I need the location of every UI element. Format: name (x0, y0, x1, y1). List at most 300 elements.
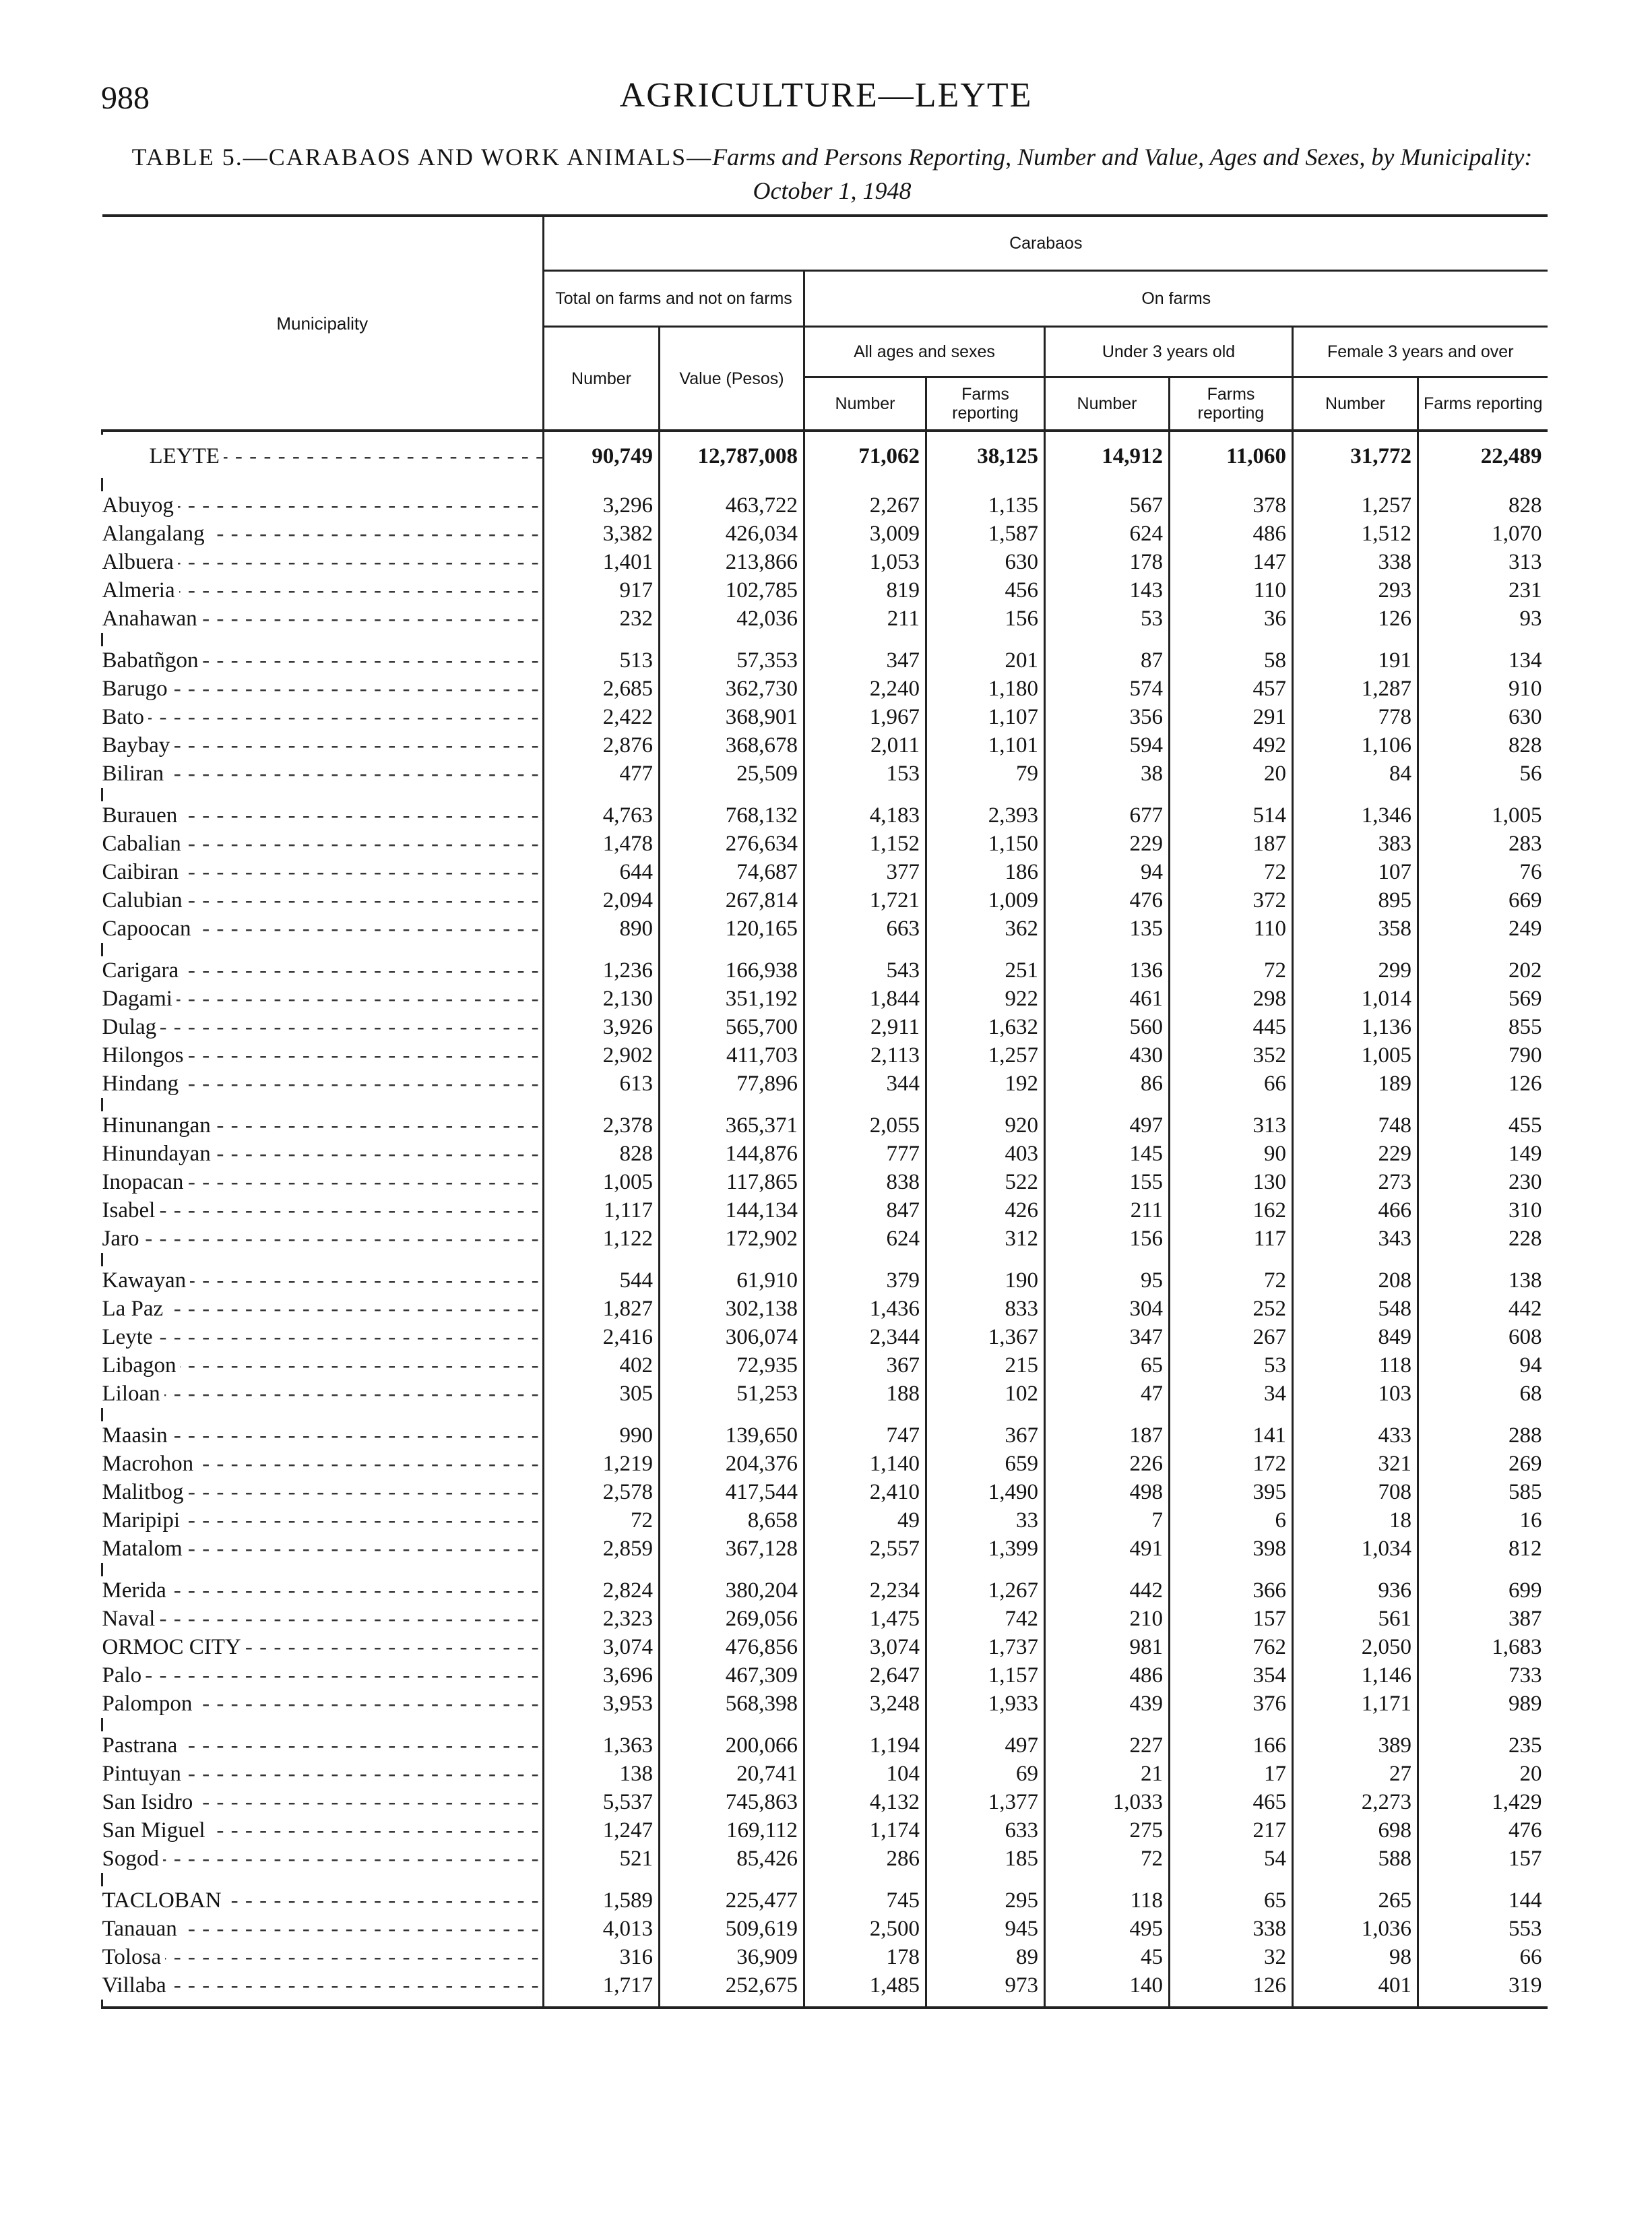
table-cell: 210 (1045, 1605, 1170, 1633)
table-cell: 1,194 (804, 1731, 926, 1760)
table-cell: 378 (1170, 491, 1293, 520)
table-cell: 613 (544, 1070, 660, 1098)
municipality-name: Isabel - - - (102, 1196, 544, 1225)
table-cell: 467,309 (660, 1661, 804, 1690)
municipality-name: Jaro - - - (102, 1225, 544, 1253)
table-cell: 1,146 (1293, 1661, 1418, 1690)
table-row (102, 646, 1548, 675)
table-row (102, 1760, 1548, 1788)
table-cell: 136 (1045, 956, 1170, 985)
municipality-name: Dulag - - - (102, 1013, 544, 1041)
carabaos-header: Carabaos (544, 216, 1548, 271)
table-cell: 847 (804, 1196, 926, 1225)
table-cell: 32 (1170, 1943, 1293, 1971)
table-cell: 1,036 (1293, 1915, 1418, 1943)
table-cell: 699 (1418, 1576, 1548, 1605)
table-cell: 191 (1293, 646, 1418, 675)
table-cell: 476,856 (660, 1633, 804, 1661)
group-gap (102, 1253, 1548, 1266)
table-cell: 45 (1045, 1943, 1170, 1971)
table-row (102, 1070, 1548, 1098)
table-cell: 57,353 (660, 646, 804, 675)
table-cell: 135 (1045, 915, 1170, 943)
table-cell: 352 (1170, 1041, 1293, 1070)
table-cell: 1,363 (544, 1731, 660, 1760)
table-cell: 162 (1170, 1196, 1293, 1225)
table-row (102, 801, 1548, 830)
female-3-header: Female 3 years and over (1293, 327, 1548, 377)
table-cell: 565,700 (660, 1013, 804, 1041)
municipality-name: Babatñgon - - - (102, 646, 544, 675)
group-gap (102, 1408, 1548, 1421)
table-cell: 1,717 (544, 1971, 660, 2000)
table-cell: 594 (1045, 731, 1170, 760)
table-cell: 72 (1045, 1845, 1170, 1873)
table-cell: 139,650 (660, 1421, 804, 1450)
table-cell: 215 (926, 1351, 1045, 1380)
table-cell: 644 (544, 858, 660, 886)
table-cell: 812 (1418, 1535, 1548, 1563)
table-cell: 403 (926, 1140, 1045, 1168)
table-cell: 1,014 (1293, 985, 1418, 1013)
all-ages-number-header: Number (804, 377, 926, 431)
table-cell: 568,398 (660, 1690, 804, 1718)
table-cell: 17 (1170, 1760, 1293, 1788)
table-cell: 72,935 (660, 1351, 804, 1380)
table-cell: 2,267 (804, 491, 926, 520)
table-row (102, 1421, 1548, 1450)
table-cell: 147 (1170, 548, 1293, 576)
municipality-name: Macrohon - - - (102, 1450, 544, 1478)
municipality-name: Palo - - - (102, 1661, 544, 1690)
table-row (102, 1111, 1548, 1140)
table-cell: 354 (1170, 1661, 1293, 1690)
table-cell: 201 (926, 646, 1045, 675)
total-cell: 31,772 (1293, 435, 1418, 478)
table-cell: 93 (1418, 605, 1548, 633)
table-cell: 659 (926, 1450, 1045, 1478)
table-row (102, 1731, 1548, 1760)
table-row (102, 1845, 1548, 1873)
table-cell: 630 (926, 548, 1045, 576)
table-cell: 560 (1045, 1013, 1170, 1041)
table-cell: 187 (1045, 1421, 1170, 1450)
municipality-name: Pintuyan - - - (102, 1760, 544, 1788)
table-cell: 228 (1418, 1225, 1548, 1253)
table-cell: 156 (926, 605, 1045, 633)
municipality-name: Biliran - - - (102, 760, 544, 788)
group-gap (102, 1098, 1548, 1111)
table-bottom-rule (102, 2000, 1548, 2008)
table-cell: 126 (1170, 1971, 1293, 2000)
table-cell: 157 (1170, 1605, 1293, 1633)
total-number-header: Number (544, 327, 660, 431)
table-cell: 574 (1045, 675, 1170, 703)
table-cell: 3,296 (544, 491, 660, 520)
table-body (102, 431, 1548, 2008)
table-cell: 298 (1170, 985, 1293, 1013)
table-row (102, 605, 1548, 633)
table-cell: 76 (1418, 858, 1548, 886)
table-cell: 84 (1293, 760, 1418, 788)
table-cell: 1,107 (926, 703, 1045, 731)
table-cell: 3,926 (544, 1013, 660, 1041)
municipality-name: TACLOBAN - - - (102, 1886, 544, 1915)
table-cell: 58 (1170, 646, 1293, 675)
table-cell: 2,240 (804, 675, 926, 703)
table-cell: 118 (1045, 1886, 1170, 1915)
table-cell: 338 (1293, 548, 1418, 576)
under-3-header: Under 3 years old (1045, 327, 1293, 377)
table-cell: 27 (1293, 1760, 1418, 1788)
table-cell: 200,066 (660, 1731, 804, 1760)
table-cell: 226 (1045, 1450, 1170, 1478)
table-cell: 344 (804, 1070, 926, 1098)
municipality-name: Liloan - - - (102, 1380, 544, 1408)
table-cell: 2,416 (544, 1323, 660, 1351)
table-cell: 34 (1170, 1380, 1293, 1408)
on-farms-header: On farms (804, 271, 1548, 327)
all-ages-farms-header: Farms reporting (926, 377, 1045, 431)
municipality-name: Capoocan - - - (102, 915, 544, 943)
table-cell: 347 (804, 646, 926, 675)
table-cell: 2,011 (804, 731, 926, 760)
table-cell: 917 (544, 576, 660, 605)
table-cell: 178 (1045, 548, 1170, 576)
municipality-name: Burauen - - - (102, 801, 544, 830)
table-cell: 77,896 (660, 1070, 804, 1098)
table-cell: 2,557 (804, 1535, 926, 1563)
table-cell: 379 (804, 1266, 926, 1295)
group-gap (102, 1563, 1548, 1576)
table-cell: 624 (1045, 520, 1170, 548)
table-cell: 3,074 (804, 1633, 926, 1661)
table-cell: 319 (1418, 1971, 1548, 2000)
table-cell: 838 (804, 1168, 926, 1196)
table-cell: 543 (804, 956, 926, 985)
table-cell: 2,378 (544, 1111, 660, 1140)
table-cell: 492 (1170, 731, 1293, 760)
table-cell: 72 (1170, 1266, 1293, 1295)
municipality-name: Carigara - - - (102, 956, 544, 985)
table-cell: 103 (1293, 1380, 1418, 1408)
table-cell: 20 (1418, 1760, 1548, 1788)
table-cell: 169,112 (660, 1816, 804, 1845)
table-cell: 1,157 (926, 1661, 1045, 1690)
table-cell: 166,938 (660, 956, 804, 985)
table-cell: 745 (804, 1886, 926, 1915)
table-row (102, 548, 1548, 576)
municipality-name: Cabalian - - - (102, 830, 544, 858)
table-cell: 356 (1045, 703, 1170, 731)
table-cell: 65 (1045, 1351, 1170, 1380)
table-cell: 630 (1418, 703, 1548, 731)
table-cell: 778 (1293, 703, 1418, 731)
table-cell: 368,678 (660, 731, 804, 760)
table-cell: 1,844 (804, 985, 926, 1013)
table-cell: 1,135 (926, 491, 1045, 520)
table-cell: 1,122 (544, 1225, 660, 1253)
table-cell: 1,512 (1293, 520, 1418, 548)
municipality-name: Almeria - - - (102, 576, 544, 605)
table-cell: 1,967 (804, 703, 926, 731)
municipality-name: Tanauan - - - (102, 1915, 544, 1943)
table-cell: 3,009 (804, 520, 926, 548)
table-cell: 367,128 (660, 1535, 804, 1563)
table-cell: 18 (1293, 1506, 1418, 1535)
table-row (102, 675, 1548, 703)
municipality-name: Calubian - - - (102, 886, 544, 915)
table-cell: 708 (1293, 1478, 1418, 1506)
table-cell: 849 (1293, 1323, 1418, 1351)
all-ages-header: All ages and sexes (804, 327, 1045, 377)
total-cell: 22,489 (1418, 435, 1548, 478)
table-cell: 36,909 (660, 1943, 804, 1971)
table-cell: 945 (926, 1915, 1045, 1943)
table-cell: 72 (544, 1506, 660, 1535)
table-cell: 189 (1293, 1070, 1418, 1098)
table-cell: 3,248 (804, 1690, 926, 1718)
table-cell: 4,013 (544, 1915, 660, 1943)
table-cell: 466 (1293, 1196, 1418, 1225)
table-cell: 383 (1293, 830, 1418, 858)
table-row (102, 1295, 1548, 1323)
table-row (102, 1506, 1548, 1535)
table-cell: 833 (926, 1295, 1045, 1323)
table-cell: 316 (544, 1943, 660, 1971)
municipality-name: Caibiran - - - (102, 858, 544, 886)
table-cell: 20,741 (660, 1760, 804, 1788)
table-cell: 283 (1418, 830, 1548, 858)
table-cell: 398 (1170, 1535, 1293, 1563)
table-cell: 4,183 (804, 801, 926, 830)
table-cell: 4,763 (544, 801, 660, 830)
page-title: AGRICULTURE—LEYTE (619, 76, 1033, 115)
table-cell: 1,150 (926, 830, 1045, 858)
table-cell: 313 (1170, 1111, 1293, 1140)
municipality-name: Tolosa - - - (102, 1943, 544, 1971)
table-cell: 358 (1293, 915, 1418, 943)
table-cell: 107 (1293, 858, 1418, 886)
table-cell: 141 (1170, 1421, 1293, 1450)
municipality-header: Municipality (102, 216, 544, 431)
table-cell: 225,477 (660, 1886, 804, 1915)
table-cell: 411,703 (660, 1041, 804, 1070)
table-cell: 401 (1293, 1971, 1418, 2000)
table-cell: 491 (1045, 1535, 1170, 1563)
table-cell: 3,696 (544, 1661, 660, 1690)
table-cell: 306,074 (660, 1323, 804, 1351)
table-cell: 2,902 (544, 1041, 660, 1070)
table-cell: 104 (804, 1760, 926, 1788)
table-cell: 733 (1418, 1661, 1548, 1690)
table-cell: 190 (926, 1266, 1045, 1295)
table-cell: 486 (1170, 520, 1293, 548)
table-cell: 790 (1418, 1041, 1548, 1070)
table-cell: 3,074 (544, 1633, 660, 1661)
table-cell: 1,933 (926, 1690, 1045, 1718)
table-cell: 890 (544, 915, 660, 943)
table-cell: 698 (1293, 1816, 1418, 1845)
table-cell: 509,619 (660, 1915, 804, 1943)
table-cell: 1,034 (1293, 1535, 1418, 1563)
table-cell: 2,273 (1293, 1788, 1418, 1816)
table-cell: 1,053 (804, 548, 926, 576)
table-cell: 362 (926, 915, 1045, 943)
table-cell: 498 (1045, 1478, 1170, 1506)
table-cell: 367 (926, 1421, 1045, 1450)
table-cell: 2,323 (544, 1605, 660, 1633)
municipality-name: Baybay - - - (102, 731, 544, 760)
table-cell: 2,500 (804, 1915, 926, 1943)
municipality-name: Alangalang - - - (102, 520, 544, 548)
table-row (102, 1450, 1548, 1478)
table-cell: 387 (1418, 1605, 1548, 1633)
table-cell: 2,859 (544, 1535, 660, 1563)
table-cell: 1,267 (926, 1576, 1045, 1605)
table-cell: 5,537 (544, 1788, 660, 1816)
table-row (102, 1971, 1548, 2000)
table-cell: 25,509 (660, 760, 804, 788)
table-cell: 120,165 (660, 915, 804, 943)
table-cell: 1,346 (1293, 801, 1418, 830)
table-cell: 1,005 (544, 1168, 660, 1196)
table-cell: 110 (1170, 576, 1293, 605)
table-cell: 3,953 (544, 1690, 660, 1718)
table-cell: 372 (1170, 886, 1293, 915)
table-cell: 376 (1170, 1690, 1293, 1718)
table-cell: 426 (926, 1196, 1045, 1225)
table-row (102, 915, 1548, 943)
table-cell: 273 (1293, 1168, 1418, 1196)
table-cell: 7 (1045, 1506, 1170, 1535)
municipality-name: Hindang - - - (102, 1070, 544, 1098)
municipality-name: Albuera - - - (102, 548, 544, 576)
municipality-name: Sogod - - - (102, 1845, 544, 1873)
table-cell: 2,824 (544, 1576, 660, 1605)
table-row (102, 1943, 1548, 1971)
table-cell: 455 (1418, 1111, 1548, 1140)
table-cell: 232 (544, 605, 660, 633)
municipality-name: San Miguel - - - (102, 1816, 544, 1845)
municipality-name: La Paz - - - (102, 1295, 544, 1323)
table-cell: 1,180 (926, 675, 1045, 703)
group-gap (102, 788, 1548, 801)
table-cell: 36 (1170, 605, 1293, 633)
municipality-name: Abuyog - - - (102, 491, 544, 520)
table-cell: 1,737 (926, 1633, 1045, 1661)
table-cell: 98 (1293, 1943, 1418, 1971)
table-cell: 922 (926, 985, 1045, 1013)
municipality-name: Leyte - - - (102, 1323, 544, 1351)
table-cell: 65 (1170, 1886, 1293, 1915)
table-cell: 134 (1418, 646, 1548, 675)
table-cell: 895 (1293, 886, 1418, 915)
table-cell: 497 (1045, 1111, 1170, 1140)
table-cell: 68 (1418, 1380, 1548, 1408)
table-row (102, 1661, 1548, 1690)
table-cell: 910 (1418, 675, 1548, 703)
total-cell: 71,062 (804, 435, 926, 478)
group-gap (102, 1718, 1548, 1731)
table-cell: 920 (926, 1111, 1045, 1140)
table-cell: 1,101 (926, 731, 1045, 760)
table-cell: 211 (1045, 1196, 1170, 1225)
table-cell: 633 (926, 1816, 1045, 1845)
group-gap (102, 478, 1548, 491)
municipality-name: Merida - - - (102, 1576, 544, 1605)
table-cell: 33 (926, 1506, 1045, 1535)
table-cell: 367 (804, 1351, 926, 1380)
municipality-name: Kawayan - - - (102, 1266, 544, 1295)
municipality-name: Naval - - - (102, 1605, 544, 1633)
table-cell: 442 (1045, 1576, 1170, 1605)
table-cell: 143 (1045, 576, 1170, 605)
table-cell: 1,005 (1418, 801, 1548, 830)
table-row (102, 703, 1548, 731)
table-cell: 569 (1418, 985, 1548, 1013)
table-cell: 762 (1170, 1633, 1293, 1661)
table-cell: 1,106 (1293, 731, 1418, 760)
table-cell: 144,876 (660, 1140, 804, 1168)
table-cell: 21 (1045, 1760, 1170, 1788)
table-cell: 608 (1418, 1323, 1548, 1351)
table-cell: 828 (1418, 731, 1548, 760)
table-cell: 276,634 (660, 830, 804, 858)
municipality-name: Matalom - - - (102, 1535, 544, 1563)
table-cell: 153 (804, 760, 926, 788)
table-cell: 514 (1170, 801, 1293, 830)
table-cell: 204,376 (660, 1450, 804, 1478)
municipality-name: Pastrana - - - (102, 1731, 544, 1760)
municipality-name: Maasin - - - (102, 1421, 544, 1450)
table-cell: 828 (544, 1140, 660, 1168)
table-cell: 1,152 (804, 830, 926, 858)
table-cell: 1,005 (1293, 1041, 1418, 1070)
table-cell: 269,056 (660, 1605, 804, 1633)
table-caption (121, 140, 1543, 208)
table-cell: 476 (1045, 886, 1170, 915)
table-cell: 1,287 (1293, 675, 1418, 703)
table-row (102, 956, 1548, 985)
table-cell: 747 (804, 1421, 926, 1450)
table-cell: 1,171 (1293, 1690, 1418, 1718)
table-cell: 42,036 (660, 605, 804, 633)
carabaos-table (101, 214, 1548, 2009)
table-cell: 288 (1418, 1421, 1548, 1450)
table-cell: 186 (926, 858, 1045, 886)
table-cell: 561 (1293, 1605, 1418, 1633)
table-row (102, 1266, 1548, 1295)
table-cell: 4,132 (804, 1788, 926, 1816)
table-cell: 365,371 (660, 1111, 804, 1140)
table-cell: 305 (544, 1380, 660, 1408)
table-row (102, 731, 1548, 760)
table-row (102, 1351, 1548, 1380)
table-cell: 936 (1293, 1576, 1418, 1605)
table-cell: 513 (544, 646, 660, 675)
table-cell: 855 (1418, 1013, 1548, 1041)
table-cell: 457 (1170, 675, 1293, 703)
table-cell: 362,730 (660, 675, 804, 703)
table-cell: 368,901 (660, 703, 804, 731)
table-cell: 156 (1045, 1225, 1170, 1253)
table-cell: 293 (1293, 576, 1418, 605)
table-row (102, 1196, 1548, 1225)
table-cell: 990 (544, 1421, 660, 1450)
table-cell: 445 (1170, 1013, 1293, 1041)
table-cell: 395 (1170, 1478, 1293, 1506)
